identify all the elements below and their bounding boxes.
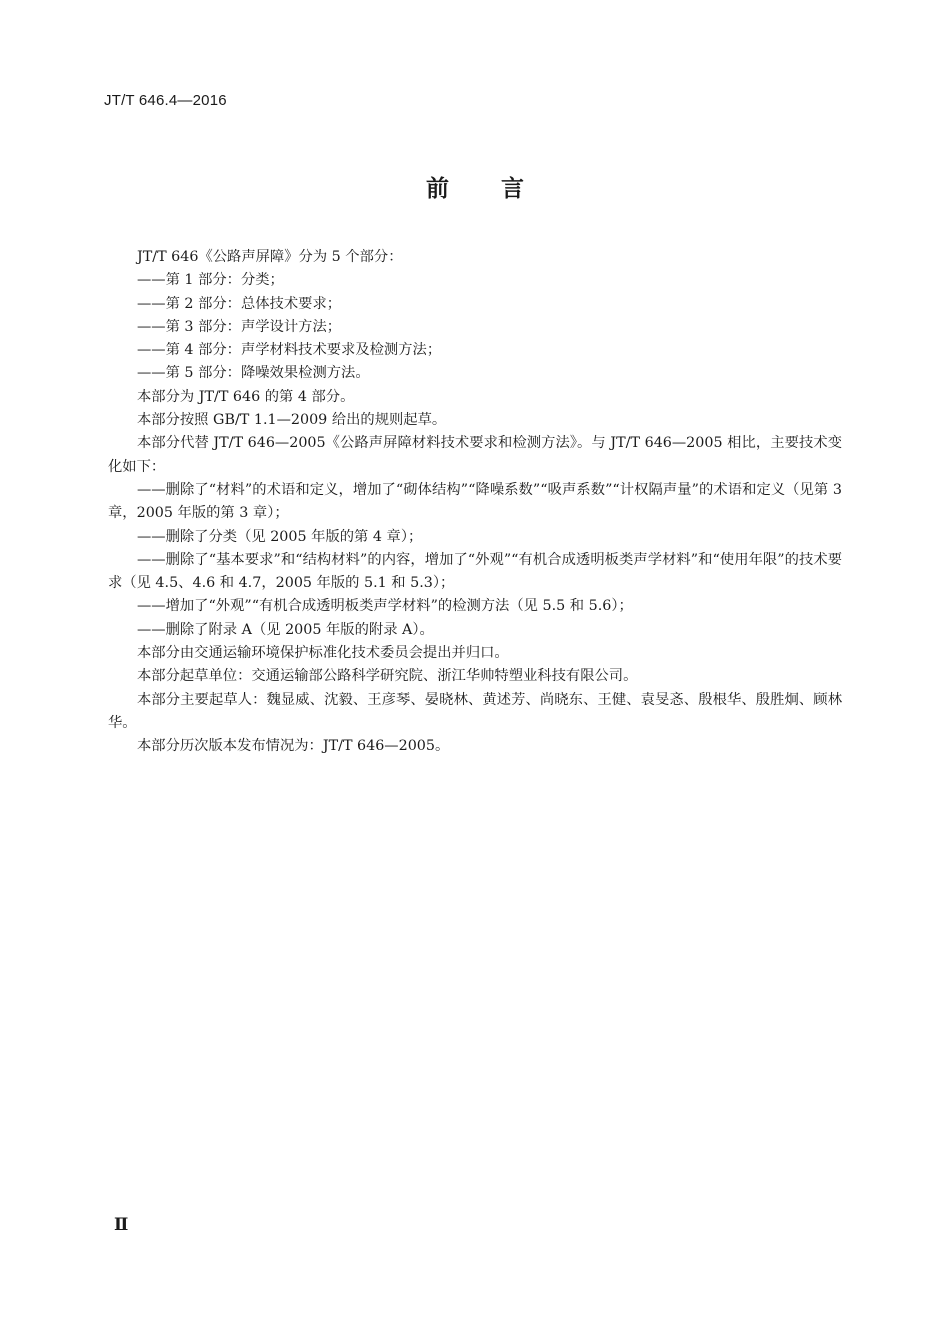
paragraph-drafting-units: 本部分起草单位：交通运输部公路科学研究院、浙江华帅特塑业科技有限公司。 [137, 668, 638, 685]
standard-code: JT/T 646.4—2016 [104, 92, 227, 109]
paragraph-drafting-rules: 本部分按照 GB/T 1.1—2009 给出的规则起草。 [137, 412, 447, 429]
paragraph-proposed-by: 本部分由交通运输环境保护标准化技术委员会提出并归口。 [137, 645, 509, 662]
paragraph-change-annex: ——删除了附录 A（见 2005 年版的附录 A）。 [137, 621, 434, 638]
paragraph-change-terms: ——删除了“材料”的术语和定义，增加了“砌体结构”“降噪系数”“吸声系数”“计权隔声量”的术语和定义（见第 3 章，2005 年版的第 3 章）； [108, 481, 842, 522]
page-number: Ⅱ [114, 1215, 129, 1235]
paragraph-part-4: ——第 4 部分：声学材料技术要求及检测方法； [137, 342, 442, 359]
paragraph-change-test-methods: ——增加了“外观”“有机合成透明板类声学材料”的检测方法（见 5.5 和 5.6）； [137, 598, 633, 615]
paragraph-replaces: 本部分代替 JT/T 646—2005《公路声屏障材料技术要求和检测方法》。与 JT/T 646—2005 相比，主要技术变化如下： [108, 435, 842, 475]
page-title: 前言 [426, 176, 576, 202]
paragraph-part-5: ——第 5 部分：降噪效果检测方法。 [137, 365, 370, 382]
paragraph-part-3: ——第 3 部分：声学设计方法； [137, 318, 342, 335]
foreword-body [108, 246, 842, 759]
paragraph-this-part: 本部分为 JT/T 646 的第 4 部分。 [137, 388, 355, 405]
paragraph-part-2: ——第 2 部分：总体技术要求； [137, 295, 342, 312]
paragraph-drafters: 本部分主要起草人：魏显威、沈毅、王彦琴、晏晓林、黄述芳、尚晓东、王健、袁旻忞、殷根华、殷胜炯、顾林华。 [108, 691, 842, 731]
paragraph-part-1: ——第 1 部分：分类； [137, 272, 284, 289]
paragraph-change-classification: ——删除了分类（见 2005 年版的第 4 章）； [137, 528, 423, 545]
paragraph-history: 本部分历次版本发布情况为：JT/T 646—2005。 [137, 738, 450, 755]
paragraph-parts-intro: JT/T 646《公路声屏障》分为 5 个部分： [137, 249, 403, 265]
paragraph-change-requirements: ——删除了“基本要求”和“结构材料”的内容，增加了“外观”“有机合成透明板类声学材料”和“使用年限”的技术要求（见 4.5、4.6 和 4.7，2005 年版的 5.1 和 5.3）； [108, 551, 842, 592]
